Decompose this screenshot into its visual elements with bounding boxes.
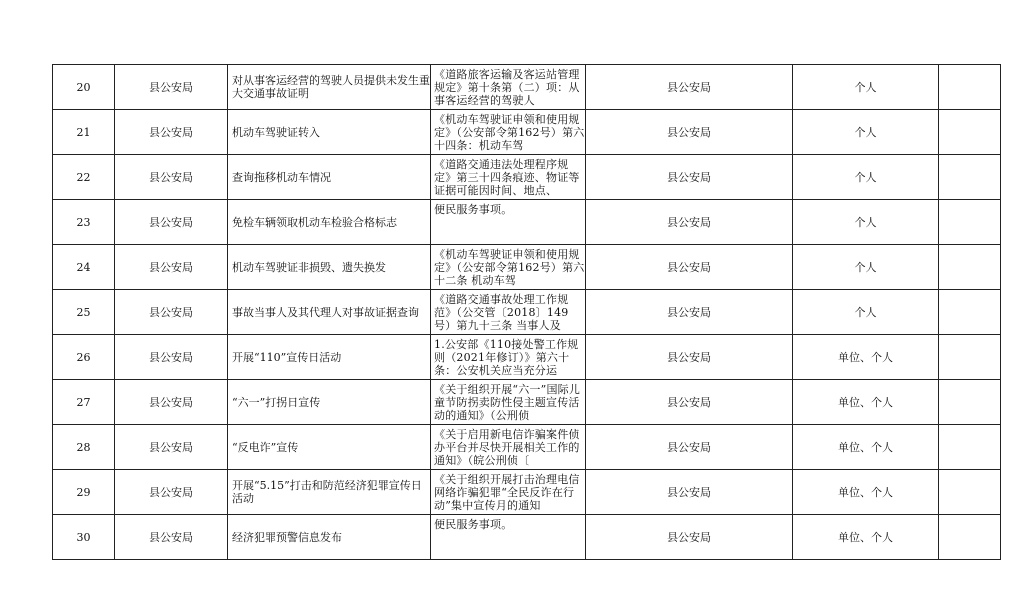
service-target-cell: 单位、个人 [793,380,939,425]
legal-basis-text: 《道路交通事故处理工作规范》（公交管〔2018〕149号）第九十三条 当事人及 [434,292,569,332]
department-cell: 县公安局 [115,290,228,335]
remark-cell [939,425,1001,470]
row-number: 29 [53,470,115,515]
table-body [53,65,1001,560]
table-row [53,425,1001,470]
remark-cell [939,245,1001,290]
table-row [53,335,1001,380]
legal-basis-cell [431,515,586,560]
remark-cell [939,110,1001,155]
table-row [53,515,1001,560]
legal-basis-text: 《关于组织开展“六一”国际儿童节防拐卖防性侵主题宣传活动的通知》（公刑侦 [434,382,581,422]
service-item-cell: 开展“5.15”打击和防范经济犯罪宣传日活动 [228,470,431,515]
service-target-cell: 个人 [793,155,939,200]
row-number: 26 [53,335,115,380]
legal-basis-cell [431,470,586,515]
row-number: 28 [53,425,115,470]
service-target-cell: 单位、个人 [793,335,939,380]
remark-cell [939,335,1001,380]
implementing-body-cell: 县公安局 [586,110,793,155]
table-row [53,110,1001,155]
implementing-body-cell: 县公安局 [586,290,793,335]
service-target-cell: 单位、个人 [793,425,939,470]
remark-cell [939,470,1001,515]
service-target-cell: 个人 [793,200,939,245]
department-cell: 县公安局 [115,515,228,560]
department-cell: 县公安局 [115,470,228,515]
service-item-cell: 事故当事人及其代理人对事故证据查询 [228,290,431,335]
remark-cell [939,65,1001,110]
remark-cell [939,515,1001,560]
service-item-cell: 对从事客运经营的驾驶人员提供未发生重大交通事故证明 [228,65,431,110]
legal-basis-text: 《道路交通违法处理程序规定》第三十四条痕迹、物证等证据可能因时间、地点、 [434,157,580,197]
department-cell: 县公安局 [115,155,228,200]
legal-basis-cell [431,335,586,380]
service-target-cell: 个人 [793,245,939,290]
row-number: 30 [53,515,115,560]
service-item-cell: 机动车驾驶证非损毁、遗失换发 [228,245,431,290]
row-number: 24 [53,245,115,290]
implementing-body-cell: 县公安局 [586,65,793,110]
department-cell: 县公安局 [115,335,228,380]
remark-cell [939,380,1001,425]
remark-cell [939,200,1001,245]
legal-basis-cell [431,110,586,155]
department-cell: 县公安局 [115,245,228,290]
table-row [53,65,1001,110]
legal-basis-text: 便民服务事项。 [434,517,513,531]
legal-basis-cell [431,245,586,290]
legal-basis-cell [431,380,586,425]
department-cell: 县公安局 [115,65,228,110]
service-item-cell: “六一”打拐日宣传 [228,380,431,425]
implementing-body-cell: 县公安局 [586,380,793,425]
service-target-cell: 个人 [793,110,939,155]
legal-basis-text: 《机动车驾驶证申领和使用规定》（公安部令第162号）第六十二条 机动车驾 [434,247,585,287]
table-row [53,290,1001,335]
row-number: 22 [53,155,115,200]
table-row [53,245,1001,290]
row-number: 21 [53,110,115,155]
service-items-table [52,64,1001,560]
service-item-cell: 开展“110”宣传日活动 [228,335,431,380]
service-item-cell: 机动车驾驶证转入 [228,110,431,155]
service-item-cell: 查询拖移机动车情况 [228,155,431,200]
implementing-body-cell: 县公安局 [586,155,793,200]
table-row [53,470,1001,515]
department-cell: 县公安局 [115,425,228,470]
implementing-body-cell: 县公安局 [586,335,793,380]
implementing-body-cell: 县公安局 [586,515,793,560]
row-number: 25 [53,290,115,335]
table-row [53,200,1001,245]
legal-basis-text: 便民服务事项。 [434,202,513,216]
service-target-cell: 个人 [793,65,939,110]
implementing-body-cell: 县公安局 [586,200,793,245]
legal-basis-cell [431,290,586,335]
department-cell: 县公安局 [115,200,228,245]
service-target-cell: 个人 [793,290,939,335]
service-item-cell: 免检车辆领取机动车检验合格标志 [228,200,431,245]
row-number: 23 [53,200,115,245]
department-cell: 县公安局 [115,110,228,155]
service-target-cell: 单位、个人 [793,515,939,560]
implementing-body-cell: 县公安局 [586,245,793,290]
remark-cell [939,155,1001,200]
legal-basis-text: 《关于启用新电信诈骗案件侦办平台并尽快开展相关工作的通知》（皖公刑侦〔 [434,427,580,467]
implementing-body-cell: 县公安局 [586,425,793,470]
row-number: 27 [53,380,115,425]
remark-cell [939,290,1001,335]
legal-basis-cell [431,425,586,470]
table-row [53,155,1001,200]
legal-basis-text: 《关于组织开展打击治理电信网络诈骗犯罪“全民反诈在行动”集中宣传月的通知 [434,472,580,512]
service-item-cell: 经济犯罪预警信息发布 [228,515,431,560]
implementing-body-cell: 县公安局 [586,470,793,515]
service-target-cell: 单位、个人 [793,470,939,515]
legal-basis-text: 《道路旅客运输及客运站管理规定》第十条第（二）项：从事客运经营的驾驶人 [434,67,580,107]
legal-basis-cell [431,200,586,245]
service-item-cell: “反电诈”宣传 [228,425,431,470]
legal-basis-text: 《机动车驾驶证申领和使用规定》（公安部令第162号）第六十四条：机动车驾 [434,112,585,152]
legal-basis-cell [431,65,586,110]
legal-basis-text: 1.公安部《110接处警工作规则（2021年修订）》第六十条：公安机关应当充分运 [434,337,579,377]
row-number: 20 [53,65,115,110]
department-cell: 县公安局 [115,380,228,425]
legal-basis-cell [431,155,586,200]
table-row [53,380,1001,425]
